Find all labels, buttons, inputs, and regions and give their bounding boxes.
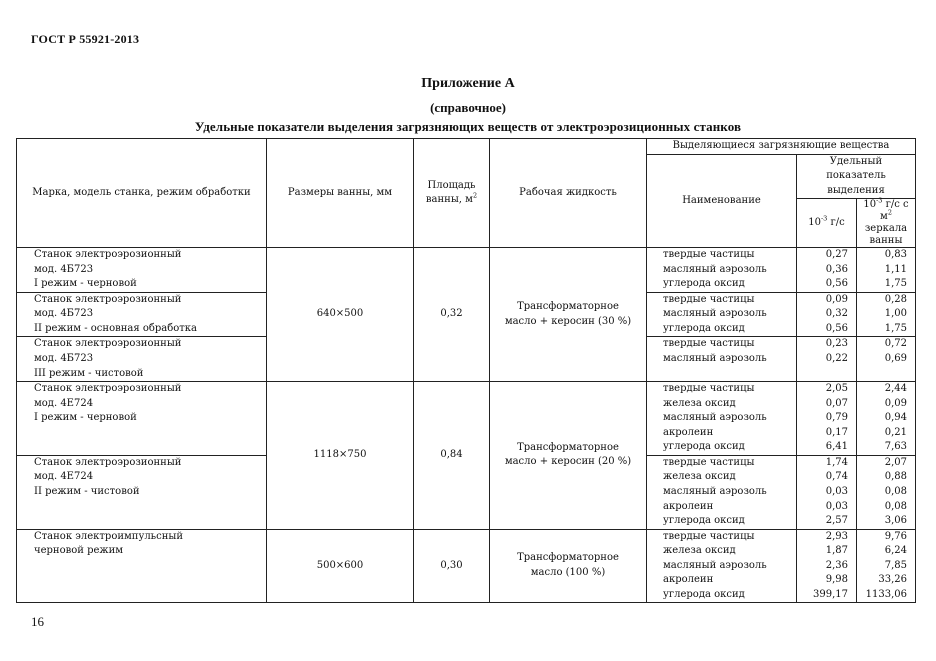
- machine-line: Станок электроэрозионный: [34, 293, 182, 305]
- rate-gsm2: 0,94: [884, 412, 907, 424]
- pollutant-names: [647, 337, 797, 382]
- header-unit-mirror-sq: 2: [887, 208, 892, 217]
- rate-gs: 0,36: [825, 263, 848, 275]
- pollutant-name: углерода оксид: [663, 515, 745, 527]
- rate-gsm2: 33,26: [878, 574, 907, 586]
- header-exp-gs: -3: [820, 214, 828, 223]
- rate-gs-values: [797, 455, 857, 529]
- rate-gs: 2,93: [825, 530, 848, 542]
- rate-gs: 0,32: [825, 308, 848, 320]
- header-unit-gs-text: г/с: [830, 216, 845, 228]
- machine-model: [17, 292, 267, 337]
- rate-gsm2: 0,08: [884, 500, 907, 512]
- table-title: Удельные показатели выделения загрязняющих веществ от электроэрозиционных станков: [194, 119, 742, 134]
- rate-gs-values: [797, 248, 857, 293]
- machine-line: Станок электроэрозионный: [34, 338, 182, 350]
- pollutant-name: масляный аэрозоль: [663, 353, 767, 365]
- pollutant-name: твердые частицы: [663, 293, 755, 305]
- header-pollutants: Выделяющиеся загрязняющие вещества: [647, 139, 916, 155]
- pollutant-name: твердые частицы: [663, 249, 755, 261]
- machine-line: мод. 4Б723: [34, 353, 94, 365]
- working-liquid: [490, 382, 647, 530]
- pollutant-name: масляный аэрозоль: [663, 412, 767, 424]
- machine-line: Станок электроэрозионный: [34, 383, 182, 395]
- rate-gsm2: 0,21: [884, 426, 907, 438]
- pollutant-name: масляный аэрозоль: [663, 263, 767, 275]
- standard-header: ГОСТ Р 55921-2013: [31, 32, 140, 46]
- pollutant-names: [647, 455, 797, 529]
- emissions-table: [16, 138, 916, 603]
- rate-gsm2: 1,75: [884, 278, 907, 290]
- working-liquid-line1: Трансформаторное: [517, 301, 619, 313]
- rate-gs: 0,03: [825, 485, 848, 497]
- working-liquid: [490, 529, 647, 603]
- rate-gsm2: 9,76: [884, 530, 907, 542]
- header-unit-gs: $10^{-3}$ г/с: [797, 199, 857, 248]
- machine-line: мод. 4Б723: [34, 263, 94, 275]
- pollutant-name: углерода оксид: [663, 588, 745, 600]
- rate-gsm2: 1133,06: [865, 588, 907, 600]
- rate-gs-values: [797, 292, 857, 337]
- machine-model: [17, 455, 267, 529]
- rate-gs: 0,22: [825, 353, 848, 365]
- rate-gsm2: 0,83: [884, 249, 907, 261]
- header-specific-line1: Удельный: [829, 155, 883, 167]
- machine-line: I режим - черновой: [34, 278, 137, 290]
- machine-row: [17, 529, 916, 603]
- appendix-type: (справочное): [430, 100, 506, 115]
- header-liquid: Рабочая жидкость: [490, 139, 647, 248]
- pollutant-name: углерода оксид: [663, 441, 745, 453]
- rate-gs: 0,03: [825, 500, 848, 512]
- machine-line: Станок электроимпульсный: [34, 530, 184, 542]
- rate-gsm2-values: [857, 248, 916, 293]
- rate-gsm2: 1,00: [884, 308, 907, 320]
- machine-line: II режим - чистовой: [34, 485, 140, 497]
- pollutant-names: [647, 248, 797, 293]
- rate-gsm2: 3,06: [884, 515, 907, 527]
- rate-gs-values: [797, 529, 857, 603]
- rate-gsm2-values: [857, 382, 916, 456]
- bath-area: 0,30: [414, 529, 490, 603]
- rate-gs: 2,36: [825, 559, 848, 571]
- rate-gsm2-values: [857, 337, 916, 382]
- machine-line: Станок электроэрозионный: [34, 249, 182, 261]
- rate-gs: 2,05: [825, 383, 848, 395]
- pollutant-name: масляный аэрозоль: [663, 559, 767, 571]
- pollutant-name: масляный аэрозоль: [663, 308, 767, 320]
- rate-gsm2: 2,07: [884, 456, 907, 468]
- machine-line: черновой режим: [34, 545, 124, 557]
- rate-gs: 1,87: [825, 545, 848, 557]
- header-area-line2: ванны, м: [425, 194, 473, 206]
- rate-gs: 9,98: [825, 574, 848, 586]
- rate-gs: 1,74: [825, 456, 848, 468]
- header-area-sq: 2: [472, 191, 478, 200]
- pollutant-name: твердые частицы: [663, 383, 755, 395]
- machine-line: мод. 4Б723: [34, 308, 94, 320]
- pollutant-name: железа оксид: [663, 397, 736, 409]
- rate-gs: 0,27: [825, 249, 848, 261]
- bath-area: 0,84: [414, 382, 490, 530]
- rate-gsm2: 1,11: [884, 263, 907, 275]
- rate-gs-values: [797, 337, 857, 382]
- machine-line: Станок электроэрозионный: [34, 456, 182, 468]
- pollutant-names: [647, 292, 797, 337]
- rate-gsm2: 7,85: [884, 559, 907, 571]
- header-name: Наименование: [647, 154, 797, 248]
- pollutant-name: углерода оксид: [663, 322, 745, 334]
- header-specific-line2: показатель выделения: [826, 170, 886, 196]
- rate-gs: 0,23: [825, 338, 848, 350]
- rate-gs: 0,07: [825, 397, 848, 409]
- machine-line: мод. 4Е724: [34, 471, 94, 483]
- machine-model: [17, 337, 267, 382]
- rate-gs: 6,41: [825, 441, 848, 453]
- bath-size: 500×600: [267, 529, 414, 603]
- pollutant-name: железа оксид: [663, 545, 736, 557]
- rate-gsm2: 6,24: [884, 545, 907, 557]
- pollutant-name: углерода оксид: [663, 278, 745, 290]
- working-liquid-line2: масло + керосин (20 %): [504, 456, 632, 468]
- header-model: Марка, модель станка, режим обработки: [17, 139, 267, 248]
- rate-gsm2: 7,63: [884, 441, 907, 453]
- header-specific: [797, 154, 916, 199]
- pollutant-name: акролеин: [663, 426, 714, 438]
- bath-area: 0,32: [414, 248, 490, 382]
- pollutant-name: масляный аэрозоль: [663, 485, 767, 497]
- rate-gs: 0,09: [825, 293, 848, 305]
- rate-gsm2: 1,75: [884, 322, 907, 334]
- pollutant-name: железа оксид: [663, 471, 736, 483]
- working-liquid: [490, 248, 647, 382]
- machine-row: [17, 248, 916, 293]
- rate-gsm2-values: [857, 292, 916, 337]
- machine-line: I режим - черновой: [34, 412, 137, 424]
- rate-gs: 0,56: [825, 322, 848, 334]
- rate-gsm2: 0,69: [884, 353, 907, 365]
- header-area-line1: Площадь: [427, 179, 476, 191]
- machine-line: II режим - основная обработка: [34, 322, 198, 334]
- bath-size: 1118×750: [267, 382, 414, 530]
- rate-gsm2-values: [857, 455, 916, 529]
- rate-gs: 0,56: [825, 278, 848, 290]
- rate-gs: 0,79: [825, 412, 848, 424]
- pollutant-name: акролеин: [663, 500, 714, 512]
- working-liquid-line2: масло + керосин (30 %): [504, 315, 632, 327]
- header-unit-mirror-l1: г/с с: [885, 199, 909, 211]
- rate-gsm2: 0,09: [884, 397, 907, 409]
- machine-row: [17, 382, 916, 456]
- machine-model: [17, 382, 267, 456]
- rate-gsm2: 0,28: [884, 293, 907, 305]
- machine-line: мод. 4Е724: [34, 397, 94, 409]
- working-liquid-line1: Трансформаторное: [517, 552, 619, 564]
- header-bath-size: Размеры ванны, мм: [267, 139, 414, 248]
- rate-gsm2: 0,88: [884, 471, 907, 483]
- rate-gsm2: 2,44: [884, 383, 907, 395]
- header-unit-mirror-l2: зеркала: [864, 223, 908, 235]
- rate-gs: 2,57: [825, 515, 848, 527]
- pollutant-name: акролеин: [663, 574, 714, 586]
- rate-gs: 0,17: [825, 426, 848, 438]
- working-liquid-line1: Трансформаторное: [517, 441, 619, 453]
- machine-model: [17, 248, 267, 293]
- machine-line: III режим - чистовой: [34, 367, 144, 379]
- pollutant-name: твердые частицы: [663, 530, 755, 542]
- rate-gsm2-values: [857, 529, 916, 603]
- appendix-title: Приложение А: [421, 76, 515, 91]
- rate-gs: 399,17: [813, 588, 848, 600]
- header-unit-mirror-l3: ванны: [869, 235, 903, 247]
- pollutant-name: твердые частицы: [663, 456, 755, 468]
- rate-gs-values: [797, 382, 857, 456]
- rate-gsm2: 0,72: [884, 338, 907, 350]
- working-liquid-line2: масло (100 %): [530, 566, 606, 578]
- header-exp-mirror: -3: [876, 196, 883, 205]
- pollutant-names: [647, 382, 797, 456]
- page-number: 16: [31, 614, 44, 629]
- pollutant-names: [647, 529, 797, 603]
- header-unit-mirror: $10^{-3}$ г/с с $м^2$ зеркала ванны: [857, 199, 916, 248]
- pollutant-name: твердые частицы: [663, 338, 755, 350]
- rate-gs: 0,74: [825, 471, 848, 483]
- bath-size: 640×500: [267, 248, 414, 382]
- header-area: [414, 139, 490, 248]
- machine-model: [17, 529, 267, 603]
- rate-gsm2: 0,08: [884, 485, 907, 497]
